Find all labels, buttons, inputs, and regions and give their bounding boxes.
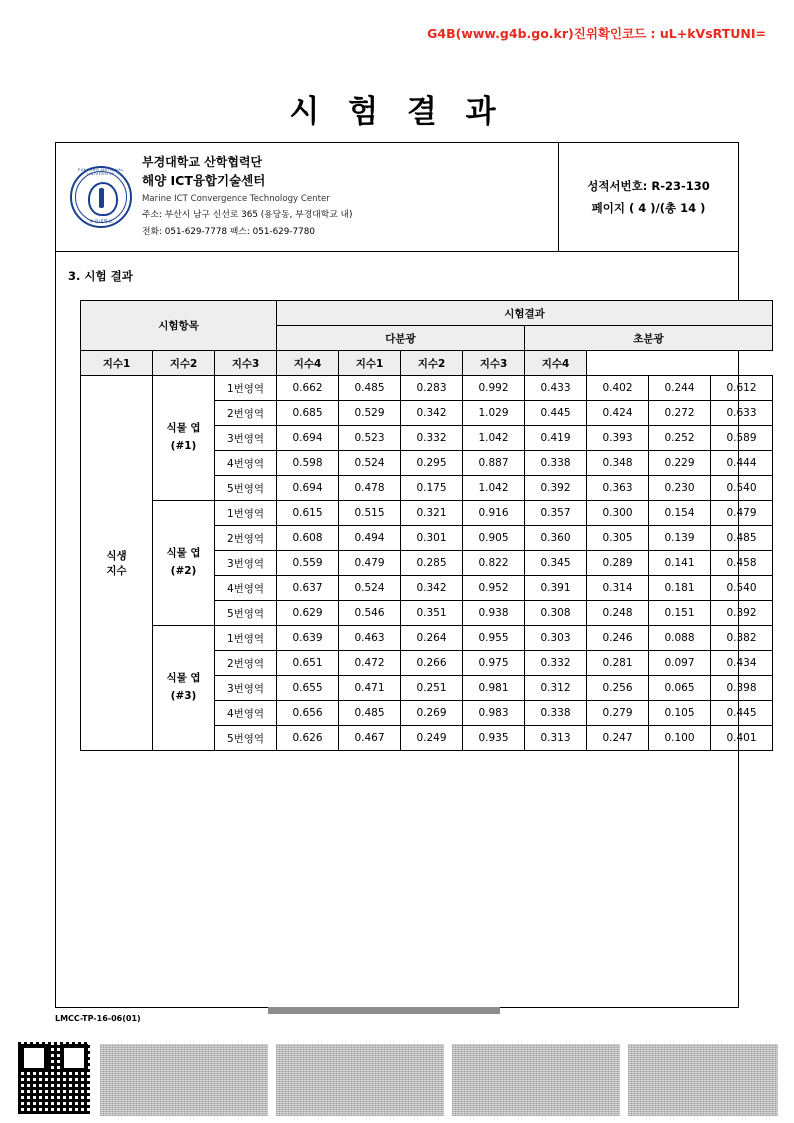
result-value: 0.392 xyxy=(711,601,773,626)
header-group-hyperspectral: 초분광 xyxy=(525,326,773,351)
security-pattern-4 xyxy=(628,1044,778,1116)
region-label: 4번영역 xyxy=(215,451,277,476)
result-value: 0.229 xyxy=(649,451,711,476)
header-group-multispectral: 다분광 xyxy=(277,326,525,351)
result-value: 0.301 xyxy=(401,526,463,551)
header-organization xyxy=(56,143,558,251)
security-pattern-2 xyxy=(276,1044,444,1116)
result-value: 0.445 xyxy=(711,701,773,726)
table-header-row-1 xyxy=(81,301,773,326)
result-value: 0.485 xyxy=(339,376,401,401)
header-box xyxy=(55,142,739,252)
result-value: 0.252 xyxy=(649,426,711,451)
result-value: 0.300 xyxy=(587,501,649,526)
result-value: 0.626 xyxy=(277,726,339,751)
result-value: 0.305 xyxy=(587,526,649,551)
result-value: 0.458 xyxy=(711,551,773,576)
result-value: 0.248 xyxy=(587,601,649,626)
region-label: 2번영역 xyxy=(215,401,277,426)
result-value: 0.615 xyxy=(277,501,339,526)
region-label: 2번영역 xyxy=(215,526,277,551)
result-value: 0.905 xyxy=(463,526,525,551)
result-value: 0.662 xyxy=(277,376,339,401)
result-value: 0.342 xyxy=(401,401,463,426)
result-value: 0.637 xyxy=(277,576,339,601)
result-value: 0.887 xyxy=(463,451,525,476)
section-heading: 3. 시험 결과 xyxy=(68,269,133,283)
result-value: 0.363 xyxy=(587,476,649,501)
region-label: 1번영역 xyxy=(215,626,277,651)
result-value: 0.589 xyxy=(711,426,773,451)
region-label: 1번영역 xyxy=(215,501,277,526)
org-address: 주소: 부산시 남구 신선로 365 (용당동, 부경대학교 내) xyxy=(142,210,353,221)
qr-code xyxy=(18,1042,90,1114)
result-value: 0.303 xyxy=(525,626,587,651)
result-value: 0.402 xyxy=(587,376,649,401)
result-value: 0.524 xyxy=(339,451,401,476)
header-index-m2: 지수2 xyxy=(153,351,215,376)
result-value: 0.283 xyxy=(401,376,463,401)
result-value: 0.398 xyxy=(711,676,773,701)
result-value: 0.467 xyxy=(339,726,401,751)
vegetation-index-group-label: 식생 지수 xyxy=(81,376,153,751)
table-row xyxy=(81,376,773,401)
result-value: 0.230 xyxy=(649,476,711,501)
result-value: 0.485 xyxy=(339,701,401,726)
result-value: 0.244 xyxy=(649,376,711,401)
region-label: 4번영역 xyxy=(215,701,277,726)
result-value: 0.314 xyxy=(587,576,649,601)
result-value: 0.612 xyxy=(711,376,773,401)
result-value: 0.546 xyxy=(339,601,401,626)
university-logo-icon xyxy=(70,166,132,228)
result-value: 0.434 xyxy=(711,651,773,676)
result-value: 0.694 xyxy=(277,426,339,451)
region-label: 3번영역 xyxy=(215,426,277,451)
result-value: 0.348 xyxy=(587,451,649,476)
results-table xyxy=(80,300,773,751)
region-label: 5번영역 xyxy=(215,601,277,626)
header-index-h4: 지수4 xyxy=(525,351,587,376)
result-value: 0.471 xyxy=(339,676,401,701)
result-value: 0.249 xyxy=(401,726,463,751)
table-row xyxy=(81,501,773,526)
result-value: 0.935 xyxy=(463,726,525,751)
result-value: 0.281 xyxy=(587,651,649,676)
logo-top-text: PUKYONG NATIONAL UNIVERSITY xyxy=(77,168,125,176)
result-value: 0.529 xyxy=(339,401,401,426)
result-value: 0.916 xyxy=(463,501,525,526)
logo-bottom-text: 부경대학교 xyxy=(88,220,114,225)
result-value: 0.433 xyxy=(525,376,587,401)
result-value: 0.952 xyxy=(463,576,525,601)
result-value: 0.479 xyxy=(339,551,401,576)
result-value: 0.444 xyxy=(711,451,773,476)
result-value: 0.382 xyxy=(711,626,773,651)
form-code: LMCC-TP-16-06(01) xyxy=(55,1014,141,1023)
plant-sample-label: 식물 엽 (#1) xyxy=(153,376,215,501)
table-row xyxy=(81,626,773,651)
result-value: 0.559 xyxy=(277,551,339,576)
result-value: 1.042 xyxy=(463,476,525,501)
result-value: 0.523 xyxy=(339,426,401,451)
result-value: 0.485 xyxy=(711,526,773,551)
result-value: 0.256 xyxy=(587,676,649,701)
table-header-row-3 xyxy=(81,351,773,376)
result-value: 0.313 xyxy=(525,726,587,751)
header-test-result: 시험결과 xyxy=(277,301,773,326)
result-value: 0.251 xyxy=(401,676,463,701)
result-value: 0.393 xyxy=(587,426,649,451)
header-index-h3: 지수3 xyxy=(463,351,525,376)
result-value: 0.151 xyxy=(649,601,711,626)
result-value: 0.279 xyxy=(587,701,649,726)
result-value: 0.391 xyxy=(525,576,587,601)
region-label: 2번영역 xyxy=(215,651,277,676)
security-pattern-3 xyxy=(452,1044,620,1116)
region-label: 3번영역 xyxy=(215,551,277,576)
result-value: 1.029 xyxy=(463,401,525,426)
result-value: 0.981 xyxy=(463,676,525,701)
result-value: 0.100 xyxy=(649,726,711,751)
result-value: 0.065 xyxy=(649,676,711,701)
result-value: 0.338 xyxy=(525,451,587,476)
result-value: 0.338 xyxy=(525,701,587,726)
plant-sample-label: 식물 엽 (#2) xyxy=(153,501,215,626)
header-index-h1: 지수1 xyxy=(339,351,401,376)
org-center-name: 해양 ICT융합기술센터 xyxy=(142,173,266,189)
results-table-head xyxy=(81,301,773,376)
result-value: 0.608 xyxy=(277,526,339,551)
region-label: 4번영역 xyxy=(215,576,277,601)
org-name: 부경대학교 산학협력단 xyxy=(142,155,263,170)
result-value: 0.975 xyxy=(463,651,525,676)
result-value: 0.445 xyxy=(525,401,587,426)
page-title: 시 험 결 과 xyxy=(289,94,505,130)
result-value: 0.633 xyxy=(711,401,773,426)
result-value: 0.540 xyxy=(711,476,773,501)
result-value: 0.822 xyxy=(463,551,525,576)
result-value: 0.332 xyxy=(525,651,587,676)
result-value: 0.955 xyxy=(463,626,525,651)
header-index-h2: 지수2 xyxy=(401,351,463,376)
header-index-m1: 지수1 xyxy=(81,351,153,376)
result-value: 0.938 xyxy=(463,601,525,626)
header-report-info xyxy=(558,143,738,251)
result-value: 0.246 xyxy=(587,626,649,651)
page-number: 페이지 ( 4 )/(총 14 ) xyxy=(591,201,706,215)
verification-watermark: G4B(www.g4b.go.kr)진위확인코드 : uL+kVsRTUNI= xyxy=(427,26,766,41)
result-value: 0.992 xyxy=(463,376,525,401)
result-value: 0.272 xyxy=(649,401,711,426)
result-value: 0.494 xyxy=(339,526,401,551)
result-value: 0.266 xyxy=(401,651,463,676)
results-table-body xyxy=(81,376,773,751)
result-value: 0.289 xyxy=(587,551,649,576)
region-label: 5번영역 xyxy=(215,726,277,751)
result-value: 0.463 xyxy=(339,626,401,651)
result-value: 0.175 xyxy=(401,476,463,501)
region-label: 5번영역 xyxy=(215,476,277,501)
org-center-name-en: Marine ICT Convergence Technology Center xyxy=(142,194,330,205)
result-value: 1.042 xyxy=(463,426,525,451)
result-value: 0.515 xyxy=(339,501,401,526)
result-value: 0.097 xyxy=(649,651,711,676)
result-value: 0.357 xyxy=(525,501,587,526)
result-value: 0.401 xyxy=(711,726,773,751)
result-value: 0.540 xyxy=(711,576,773,601)
result-value: 0.656 xyxy=(277,701,339,726)
result-value: 0.181 xyxy=(649,576,711,601)
result-value: 0.312 xyxy=(525,676,587,701)
region-label: 3번영역 xyxy=(215,676,277,701)
result-value: 0.392 xyxy=(525,476,587,501)
result-value: 0.154 xyxy=(649,501,711,526)
result-value: 0.345 xyxy=(525,551,587,576)
result-value: 0.685 xyxy=(277,401,339,426)
result-value: 0.308 xyxy=(525,601,587,626)
result-value: 0.105 xyxy=(649,701,711,726)
header-index-m4: 지수4 xyxy=(277,351,339,376)
header-test-item: 시험항목 xyxy=(81,301,277,351)
result-value: 0.141 xyxy=(649,551,711,576)
report-number: 성적서번호: R-23-130 xyxy=(587,179,710,193)
result-value: 0.655 xyxy=(277,676,339,701)
result-value: 0.629 xyxy=(277,601,339,626)
result-value: 0.139 xyxy=(649,526,711,551)
result-value: 0.651 xyxy=(277,651,339,676)
result-value: 0.247 xyxy=(587,726,649,751)
result-value: 0.088 xyxy=(649,626,711,651)
result-value: 0.264 xyxy=(401,626,463,651)
result-value: 0.351 xyxy=(401,601,463,626)
result-value: 0.983 xyxy=(463,701,525,726)
result-value: 0.321 xyxy=(401,501,463,526)
result-value: 0.472 xyxy=(339,651,401,676)
result-value: 0.332 xyxy=(401,426,463,451)
result-value: 0.694 xyxy=(277,476,339,501)
security-pattern-1 xyxy=(100,1044,268,1116)
header-index-m3: 지수3 xyxy=(215,351,277,376)
plant-sample-label: 식물 엽 (#3) xyxy=(153,626,215,751)
result-value: 0.478 xyxy=(339,476,401,501)
result-value: 0.424 xyxy=(587,401,649,426)
result-value: 0.419 xyxy=(525,426,587,451)
result-value: 0.295 xyxy=(401,451,463,476)
result-value: 0.269 xyxy=(401,701,463,726)
footer-grey-bar xyxy=(268,1007,500,1014)
result-value: 0.342 xyxy=(401,576,463,601)
result-value: 0.360 xyxy=(525,526,587,551)
organization-text-block xyxy=(142,153,352,241)
result-value: 0.598 xyxy=(277,451,339,476)
result-value: 0.479 xyxy=(711,501,773,526)
region-label: 1번영역 xyxy=(215,376,277,401)
result-value: 0.285 xyxy=(401,551,463,576)
org-contact: 전화: 051-629-7778 팩스: 051-629-7780 xyxy=(142,227,315,238)
result-value: 0.524 xyxy=(339,576,401,601)
result-value: 0.639 xyxy=(277,626,339,651)
